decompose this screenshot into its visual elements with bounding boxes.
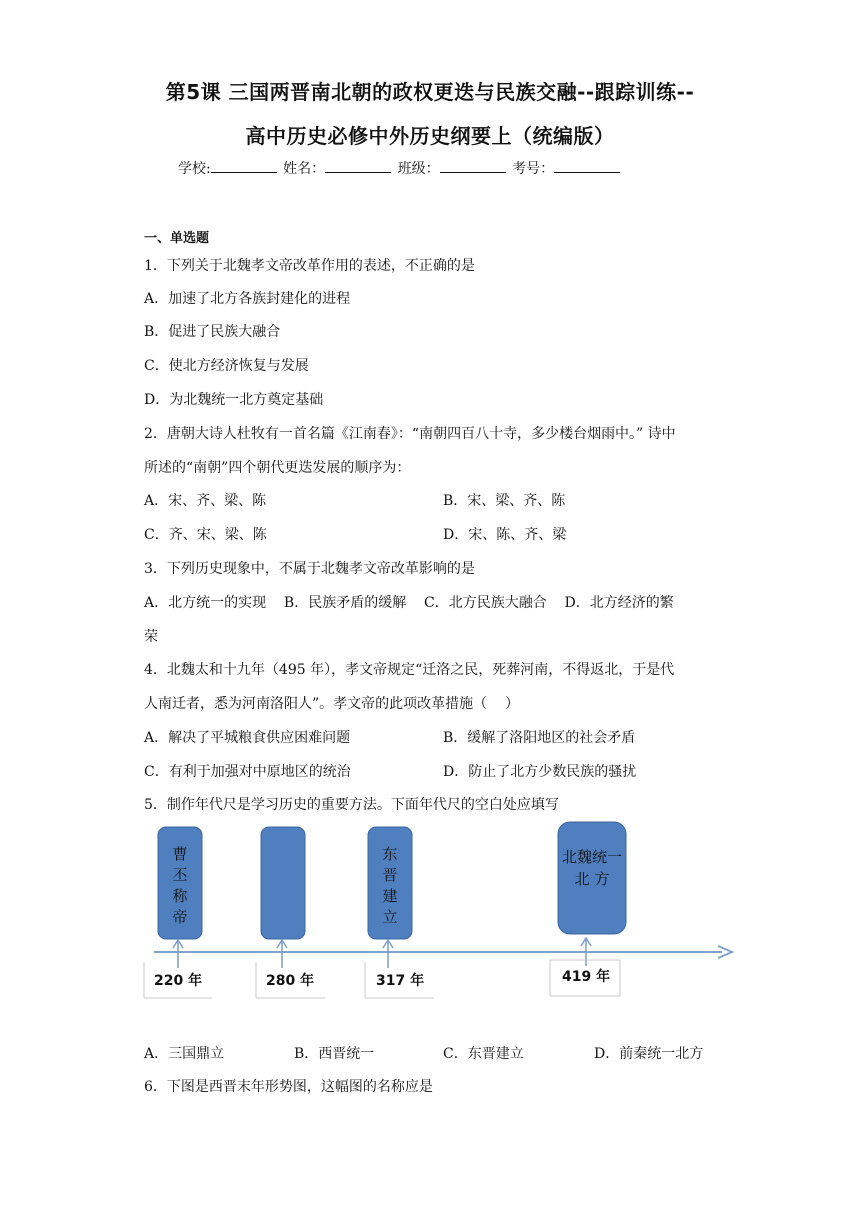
year-3: 317 年 — [376, 973, 425, 989]
q1-option-a: A．加速了北方各族封建化的进程 — [144, 291, 351, 307]
timeline-figure — [140, 818, 740, 1004]
q4-option-c: C．有利于加强对中原地区的统治 — [144, 764, 351, 780]
svg-text:晋: 晋 — [382, 866, 398, 884]
year-4: 419 年 — [562, 969, 611, 985]
section-heading: 一、单选题 — [144, 231, 210, 246]
exam-no-label: 考号： — [512, 161, 555, 177]
page-subtitle: 高中历史必修中外历史纲要上（统编版） — [245, 124, 615, 148]
q2-option-d: D．宋、陈、齐、梁 — [443, 527, 567, 543]
q1-option-b: B．促进了民族大融合 — [144, 324, 281, 340]
student-info-line — [178, 158, 622, 178]
q3-stem: 3．下列历史现象中，不属于北魏孝文帝改革影响的是 — [144, 561, 475, 577]
q1-stem: 1．下列关于北魏孝文帝改革作用的表述，不正确的是 — [144, 258, 475, 274]
q2-option-a: A．宋、齐、梁、陈 — [144, 493, 267, 509]
q4-stem-line1: 4．北魏太和十九年（495 年），孝文帝规定“迁洛之民，死葬河南，不得返北，于是代 — [144, 662, 675, 678]
svg-text:建: 建 — [382, 887, 398, 905]
year-labels — [154, 968, 610, 989]
q2-stem-line2: 所述的“南朝”四个朝代更迭发展的顺序为： — [144, 460, 411, 476]
svg-text:北魏统一: 北魏统一 — [561, 848, 623, 866]
svg-text:立: 立 — [382, 908, 398, 926]
q4-stem-line2: 人南迁者，悉为河南洛阳人”。孝文帝的此项改革措施（ ） — [144, 696, 519, 712]
pointer-1 — [173, 940, 183, 968]
q5-option-c: C．东晋建立 — [443, 1046, 524, 1062]
svg-text:丕: 丕 — [172, 866, 188, 884]
school-label: 学校: — [178, 161, 211, 177]
year-2: 280 年 — [266, 973, 315, 989]
q1-option-d: D．为北魏统一北方奠定基础 — [144, 392, 324, 408]
page-title: 第5课 三国两晋南北朝的政权更迭与民族交融--跟踪训练-- — [165, 80, 695, 104]
q5-option-b: B．西晋统一 — [294, 1046, 375, 1062]
q4-option-d: D．防止了北方少数民族的骚扰 — [443, 764, 637, 780]
pointer-2 — [277, 940, 287, 968]
timeline-box-4 — [558, 822, 626, 934]
name-label: 姓名： — [283, 161, 326, 177]
svg-text:方: 方 — [594, 870, 610, 888]
q2-option-c: C．齐、宋、梁、陈 — [144, 527, 267, 543]
exam-no-blank[interactable] — [554, 158, 620, 173]
q5-option-d: D．前秦统一北方 — [594, 1046, 704, 1062]
class-label: 班级： — [397, 161, 440, 177]
q2-stem-line1: 2．唐朝大诗人杜牧有一首名篇《江南春》：“南朝四百八十寺，多少楼台烟雨中。” 诗中 — [144, 426, 676, 442]
q5-option-a: A．三国鼎立 — [144, 1046, 225, 1062]
q4-option-a: A．解决了平城粮食供应困难问题 — [144, 730, 351, 746]
q3-options: A．北方统一的实现 B．民族矛盾的缓解 C．北方民族大融合 D．北方经济的繁 — [144, 595, 674, 611]
q4-option-b: B．缓解了洛阳地区的社会矛盾 — [443, 730, 636, 746]
svg-text:北: 北 — [574, 870, 590, 888]
svg-text:帝: 帝 — [172, 908, 188, 926]
q6-stem: 6．下图是西晋末年形势图，这幅图的名称应是 — [144, 1079, 433, 1095]
svg-text:曹: 曹 — [172, 845, 188, 863]
class-blank[interactable] — [440, 158, 506, 173]
name-blank[interactable] — [325, 158, 391, 173]
q5-stem: 5．制作年代尺是学习历史的重要方法。下面年代尺的空白处应填写 — [144, 797, 559, 813]
q3-options-cont: 荣 — [144, 629, 158, 645]
school-blank[interactable] — [211, 158, 277, 173]
svg-text:东: 东 — [382, 845, 398, 863]
pointer-3 — [383, 940, 393, 968]
svg-text:称: 称 — [172, 887, 188, 905]
q1-option-c: C．使北方经济恢复与发展 — [144, 358, 309, 374]
timeline-box-2-blank — [261, 827, 305, 939]
year-1: 220 年 — [154, 973, 203, 989]
q2-option-b: B．宋、梁、齐、陈 — [443, 493, 566, 509]
